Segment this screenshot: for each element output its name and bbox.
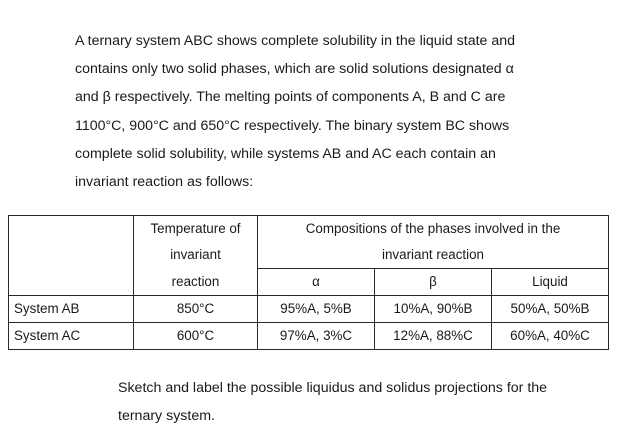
invariant-reaction-table	[8, 215, 609, 350]
beta-composition-cell: 12%A, 88%C	[375, 323, 492, 350]
intro-line: A ternary system ABC shows complete solubility in the liquid state and	[75, 33, 516, 49]
phase-liquid-header: Liquid	[492, 269, 609, 296]
system-name-cell: System AC	[9, 323, 134, 350]
temperature-header-line: invariant	[134, 242, 258, 269]
phase-beta-header: β	[375, 269, 492, 296]
intro-line: invariant reaction as follows:	[75, 174, 254, 191]
problem-statement	[75, 27, 595, 196]
alpha-composition-cell: 95%A, 5%B	[258, 296, 375, 323]
alpha-composition-cell: 97%A, 3%C	[258, 323, 375, 350]
outro-line: ternary system.	[118, 408, 215, 424]
intro-line: and β respectively. The melting points of components A, B and C are	[75, 89, 506, 106]
intro-line: contains only two solid phases, which are solid solutions designated α	[75, 61, 514, 78]
table-row	[9, 296, 609, 323]
liquid-composition-cell: 50%A, 50%B	[492, 296, 609, 323]
table-row	[9, 323, 609, 350]
temperature-cell: 600°C	[134, 323, 258, 350]
empty-corner-cell	[9, 269, 134, 296]
outro-line: Sketch and label the possible liquidus and solidus projections for the	[118, 380, 548, 396]
phase-alpha-header: α	[258, 269, 375, 296]
beta-composition-cell: 10%A, 90%B	[375, 296, 492, 323]
header-row-3	[9, 269, 609, 296]
intro-line: 1100°C, 900°C and 650°C respectively. The binary system BC shows	[75, 117, 510, 134]
empty-corner-cell	[9, 216, 134, 243]
composition-header-line: invariant reaction	[258, 242, 609, 269]
temperature-header-line: reaction	[134, 269, 258, 296]
empty-corner-cell	[9, 242, 134, 269]
composition-header-line: Compositions of the phases involved in the	[258, 216, 609, 243]
temperature-header-line: Temperature of	[134, 216, 258, 243]
header-row-1	[9, 216, 609, 243]
system-name-cell: System AB	[9, 296, 134, 323]
intro-line: complete solid solubility, while systems AB and AC each contain an	[75, 145, 496, 162]
header-row-2	[9, 242, 609, 269]
task-instruction	[118, 374, 608, 430]
temperature-cell: 850°C	[134, 296, 258, 323]
liquid-composition-cell: 60%A, 40%C	[492, 323, 609, 350]
